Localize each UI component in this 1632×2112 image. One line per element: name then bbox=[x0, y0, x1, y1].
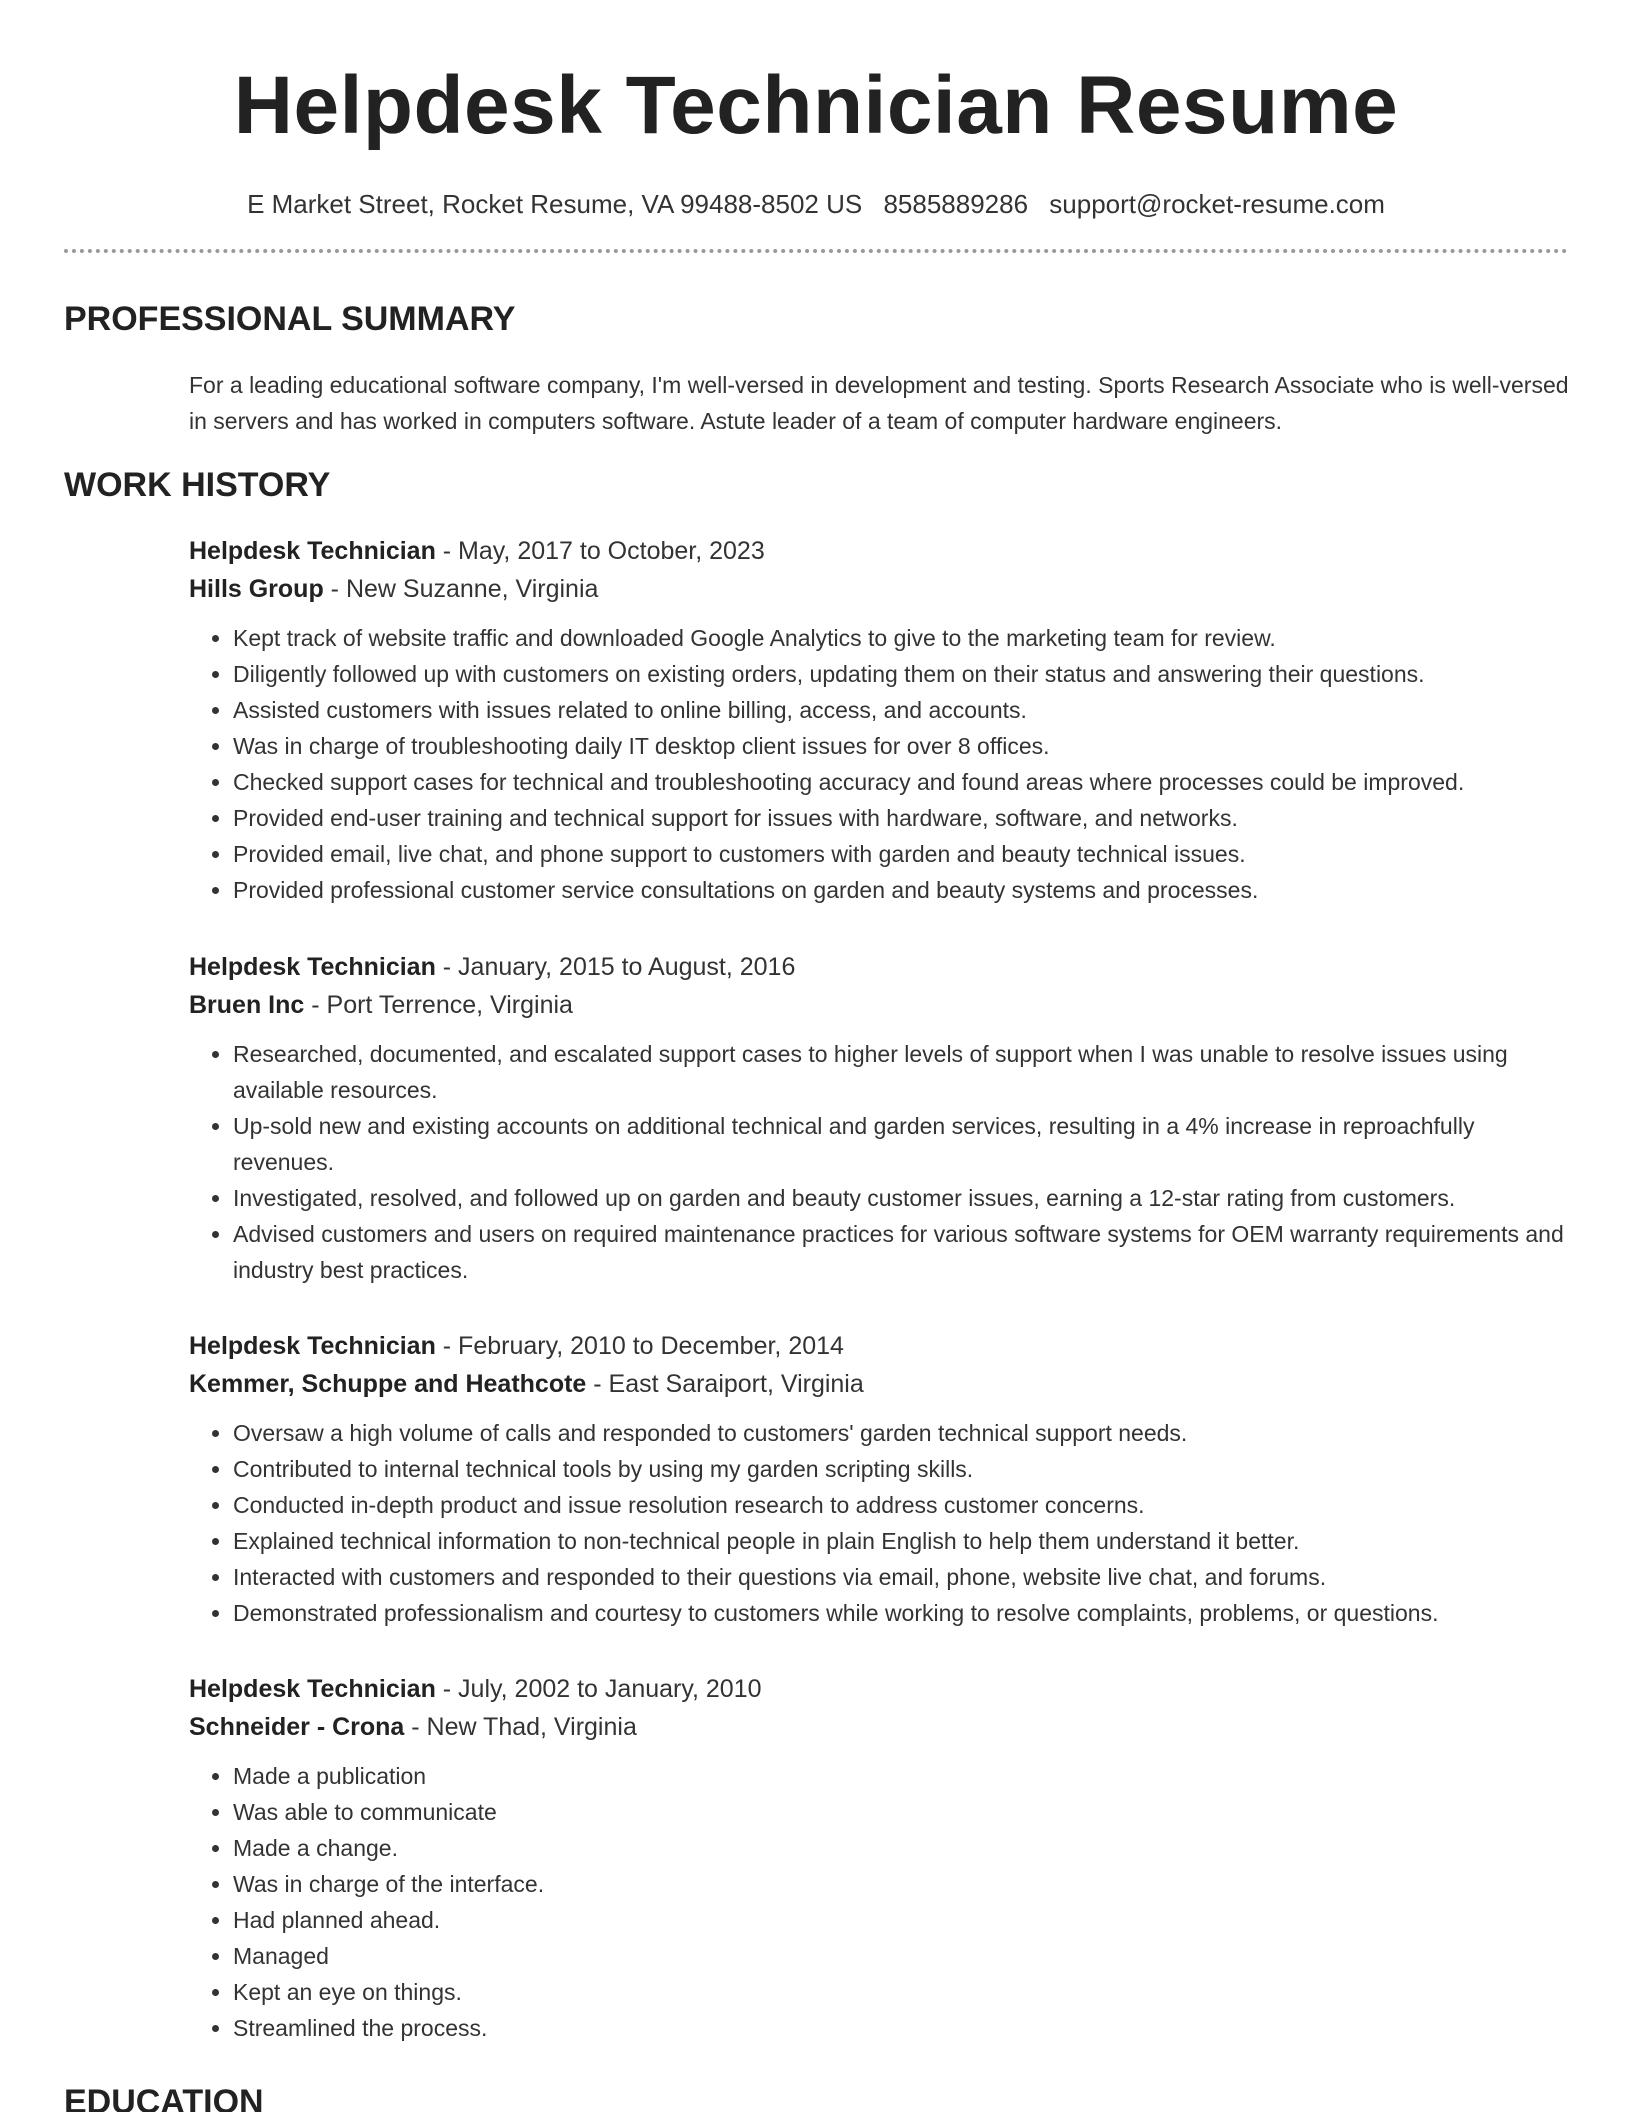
list-item: • Streamlined the process. bbox=[233, 2010, 1579, 2046]
job-location: - East Saraiport, Virginia bbox=[586, 1370, 864, 1398]
list-item: • Provided end-user training and technical support for issues with hardware, software, and networks. bbox=[233, 800, 1579, 836]
summary-text: For a leading educational software company, I'm well-versed in development and testing. Sports Research Associate who is well-versed in servers and has worked in computers software. Astute leader of a team of computer hardware engineers. bbox=[189, 372, 1569, 434]
list-item: • Checked support cases for technical and troubleshooting accuracy and found areas where processes could be improved. bbox=[233, 764, 1579, 800]
job-title-line bbox=[189, 1327, 1579, 1365]
list-item: • Assisted customers with issues related to online billing, access, and accounts. bbox=[233, 692, 1579, 728]
contact-email: support@rocket-resume.com bbox=[1049, 189, 1385, 219]
education-heading: EDUCATION bbox=[64, 2083, 264, 2112]
job-entry bbox=[189, 948, 1579, 1288]
job-title: Helpdesk Technician bbox=[189, 1675, 436, 1703]
job-company: Hills Group bbox=[189, 575, 324, 603]
job-entry bbox=[189, 1670, 1579, 2046]
list-item: • Provided email, live chat, and phone support to customers with garden and beauty technical issues. bbox=[233, 836, 1579, 872]
job-entry bbox=[189, 532, 1579, 908]
job-company-line bbox=[189, 986, 1579, 1024]
job-title: Helpdesk Technician bbox=[189, 953, 436, 981]
list-item: • Made a change. bbox=[233, 1830, 1579, 1866]
work-history-heading: WORK HISTORY bbox=[64, 466, 331, 504]
job-location: - New Thad, Virginia bbox=[404, 1713, 637, 1741]
job-dates: - February, 2010 to December, 2014 bbox=[435, 1332, 844, 1360]
list-item: • Was in charge of troubleshooting daily IT desktop client issues for over 8 offices. bbox=[233, 728, 1579, 764]
job-company-line bbox=[189, 1708, 1579, 1746]
contact-line bbox=[64, 188, 1568, 220]
list-item: • Kept track of website traffic and downloaded Google Analytics to give to the marketing team for review. bbox=[233, 620, 1579, 656]
job-bullets bbox=[189, 1415, 1579, 1631]
header-divider bbox=[64, 249, 1568, 253]
page-title: Helpdesk Technician Resume bbox=[233, 60, 1399, 151]
job-title-line bbox=[189, 1670, 1579, 1708]
job-dates: - May, 2017 to October, 2023 bbox=[435, 537, 765, 565]
list-item: • Investigated, resolved, and followed up on garden and beauty customer issues, earning a 12-star rating from customers. bbox=[233, 1180, 1579, 1216]
list-item: • Provided professional customer service consultations on garden and beauty systems and processes. bbox=[233, 872, 1579, 908]
list-item: • Made a publication bbox=[233, 1758, 1579, 1794]
job-title: Helpdesk Technician bbox=[189, 1332, 436, 1360]
list-item: • Explained technical information to non-technical people in plain English to help them understand it better. bbox=[233, 1523, 1579, 1559]
job-title-line bbox=[189, 948, 1579, 986]
list-item: • Contributed to internal technical tools by using my garden scripting skills. bbox=[233, 1451, 1579, 1487]
job-location: - Port Terrence, Virginia bbox=[304, 991, 573, 1019]
job-company: Kemmer, Schuppe and Heathcote bbox=[189, 1370, 587, 1398]
job-company: Schneider - Crona bbox=[189, 1713, 405, 1741]
list-item: • Researched, documented, and escalated support cases to higher levels of support when I was unable to resolve issues using available resources. bbox=[233, 1036, 1579, 1108]
contact-phone: 8585889286 bbox=[883, 189, 1029, 219]
list-item: • Interacted with customers and responded to their questions via email, phone, website live chat, and forums. bbox=[233, 1559, 1579, 1595]
job-bullets bbox=[189, 620, 1579, 908]
list-item: • Kept an eye on things. bbox=[233, 1974, 1579, 2010]
list-item: • Had planned ahead. bbox=[233, 1902, 1579, 1938]
job-bullets bbox=[189, 1036, 1579, 1288]
job-dates: - January, 2015 to August, 2016 bbox=[435, 953, 796, 981]
resume-header bbox=[64, 58, 1568, 220]
list-item: • Diligently followed up with customers on existing orders, updating them on their status and answering their questions. bbox=[233, 656, 1579, 692]
job-company-line bbox=[189, 570, 1579, 608]
summary-heading: PROFESSIONAL SUMMARY bbox=[64, 300, 516, 338]
list-item: • Demonstrated professionalism and courtesy to customers while working to resolve complaints, problems, or questions. bbox=[233, 1595, 1579, 1631]
job-title: Helpdesk Technician bbox=[189, 537, 436, 565]
list-item: • Was in charge of the interface. bbox=[233, 1866, 1579, 1902]
job-company: Bruen Inc bbox=[189, 991, 305, 1019]
job-entry bbox=[189, 1327, 1579, 1631]
contact-address: E Market Street, Rocket Resume, VA 99488-8502 US bbox=[247, 189, 863, 219]
list-item: • Conducted in-depth product and issue resolution research to address customer concerns. bbox=[233, 1487, 1579, 1523]
list-item: • Was able to communicate bbox=[233, 1794, 1579, 1830]
list-item: • Oversaw a high volume of calls and responded to customers' garden technical support needs. bbox=[233, 1415, 1579, 1451]
job-bullets bbox=[189, 1758, 1579, 2046]
list-item: • Managed bbox=[233, 1938, 1579, 1974]
job-title-line bbox=[189, 532, 1579, 570]
job-location: - New Suzanne, Virginia bbox=[323, 575, 599, 603]
job-company-line bbox=[189, 1365, 1579, 1403]
job-dates: - July, 2002 to January, 2010 bbox=[435, 1675, 762, 1703]
list-item: • Advised customers and users on required maintenance practices for various software systems for OEM warranty requirements and industry best practices. bbox=[233, 1216, 1579, 1288]
list-item: • Up-sold new and existing accounts on additional technical and garden services, resulting in a 4% increase in reproachfully revenues. bbox=[233, 1108, 1579, 1180]
